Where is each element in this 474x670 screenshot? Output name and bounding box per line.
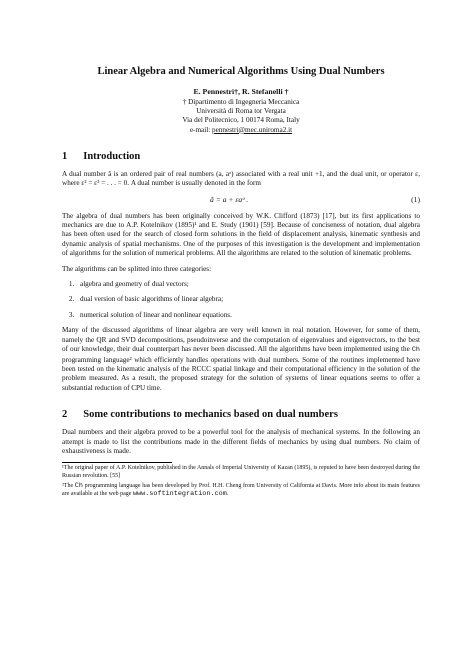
paragraph-text: Many of the discussed algorithms of linear algebra are very well known in real notation. However, for some of them, namely the QR and SVD decompositions, pseudoinverse and the computation of eigenvalues and eigenvectors, to the best of our knowledge, their dual counterpart has never been discussed. All the algorithms have been implemented using the [62,326,420,354]
affiliation-univ: Università di Roma tor Vergata [196,107,286,116]
section2-paragraph-1: Dual numbers and their algebra proved to be a powerful tool for the analysis of mechanical systems. In the following an attempt is made to list the contributions made in the different fields of mechanics by using dual numbers. No claim of exhaustiveness is made. [62,428,420,455]
algorithm-categories-list [62,280,420,320]
affiliation-address: Via del Politecnico, 1 00174 Roma, Italy [182,116,300,125]
equation-body: â = a + εaᵒ . [210,194,249,204]
url-link[interactable]: www.softintegration.com [132,489,227,498]
footnote-1: ¹The original paper of A.P. Kotelnikov, published in the Annals of Imperial University of Kazan (1895), is reputed to have been destroyed during the Russian revolution. [55] [62,465,420,479]
footnote-text: . [226,490,229,497]
intro-paragraph-1: A dual number â is an ordered pair of real numbers (a, aᵒ) associated with a real unit +1, and the dual unit, or operator ε, where ε² = ε³ = . . . = 0. A dual number is usually denoted in the form [62,169,420,188]
section-number: 2 [62,409,68,421]
equation-1 [62,195,420,204]
email-link[interactable]: pennestri@mec.uniroma2.it [212,125,293,134]
equation-number: (1) [411,194,420,204]
section-heading-introduction [62,151,420,162]
affiliation-dept: † Dipartimento di Ingegneria Meccanica [182,98,300,106]
section-number: 1 [62,150,68,162]
list-item: 1. algebra and geometry of dual vectors; [76,280,420,289]
paper-title: Linear Algebra and Numerical Algorithms Using Dual Numbers [97,66,385,77]
affiliation-email-line [62,126,420,135]
inline-code: Ch [74,482,83,491]
affiliation-block [62,98,420,135]
author-line: E. Pennestrì†, R. Stefanelli † [193,87,289,96]
footnote-text: ²The [62,483,75,490]
intro-paragraph-3: The algorithms can be splitted into three categories: [62,264,212,273]
section-title: Introduction [83,150,141,162]
section-title: Some contributions to mechanics based on dual numbers [83,409,338,421]
footnote-text: programming language has been developed by Prof. H.H. Cheng from University of California at Davis. More info about its main features are available at the web page [62,483,420,497]
intro-paragraph-2: The algebra of dual numbers has been originally conceived by W.K. Clifford (1873) [17], but its first applications to mechanics are due to A.P. Kotelnikov (1895)¹ and E. Study (1901) [59]. Because of conciseness of notation, dual algebra has been often used for the search of closed form solutions in the field of displacement analysis, kinematic synthesis and dynamic analysis of spatial mechanisms. One of the purposes of this investigation is the development and implementation of algorithms for the solution of numerical problems. All the algorithms are related to the solution of kinematic problems. [62,211,420,258]
footnote-2 [62,483,420,498]
inline-code: Ch [411,346,420,355]
email-label: e-mail: [189,125,213,134]
list-item: 3. numerical solution of linear and nonlinear equations. [76,311,420,320]
paper-page [62,66,420,501]
list-item: 2. dual version of basic algorithms of linear algebra; [76,295,420,304]
section-heading-contributions [62,409,420,420]
paragraph-text: programming language² which efficiently handles operations with dual numbers. Some of the routines implemented have been tested on the kinematic analysis of the RCCC spatial linkage and their computational efficiency in the solution of the problem measured. As a result, the proposed strategy for the solution of systems of linear equations seems to offer a substantial reduction of CPU time. [62,355,420,392]
intro-paragraph-4 [62,326,420,393]
